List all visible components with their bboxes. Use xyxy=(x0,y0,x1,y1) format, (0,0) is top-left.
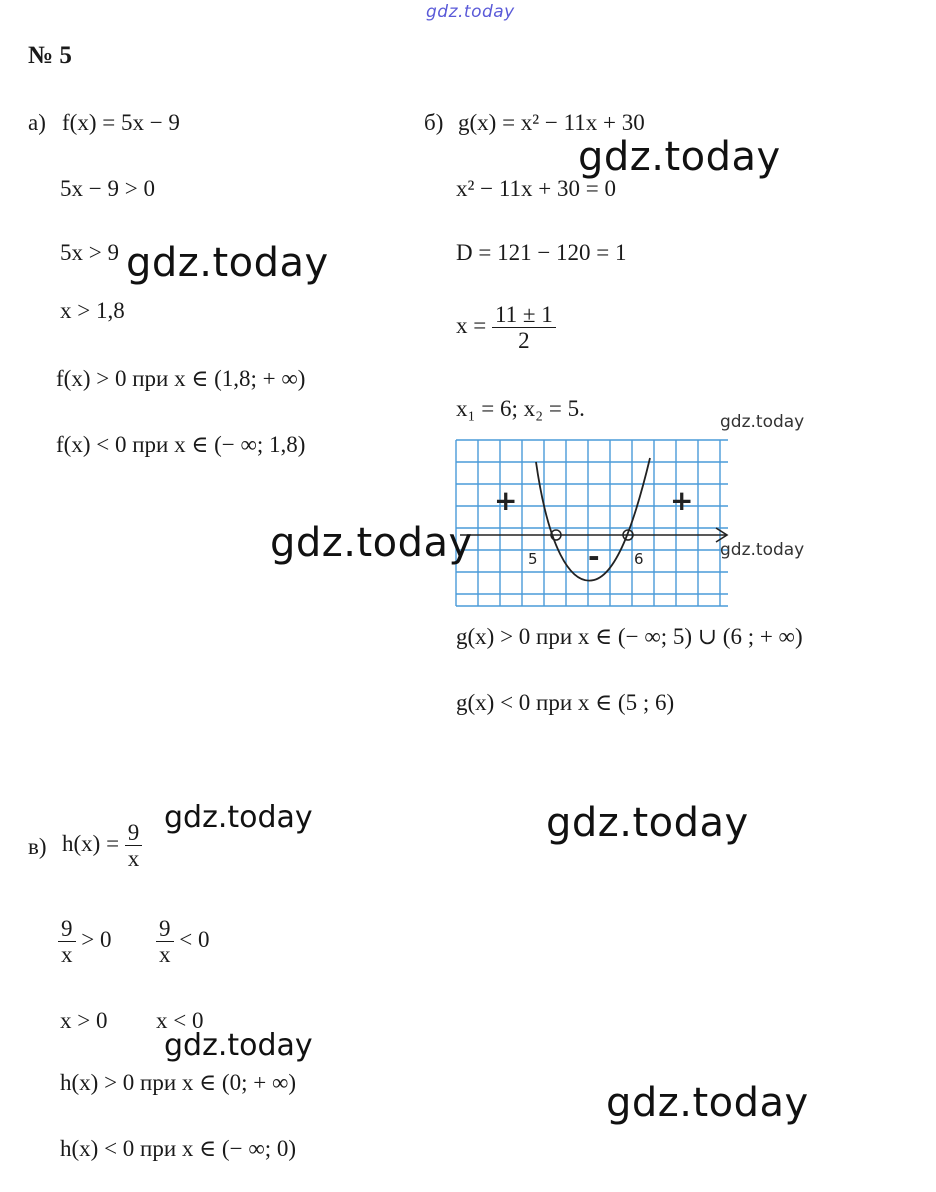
part-a-function: f(x) = 5x − 9 xyxy=(62,110,180,135)
watermark-4: gdz.today xyxy=(270,520,473,566)
parabola-graph xyxy=(452,436,734,610)
part-b-root-formula xyxy=(456,302,556,354)
part-a-negative: f(x) < 0 при x ∈ (− ∞; 1,8) xyxy=(56,432,306,457)
plus-left: + xyxy=(494,484,518,517)
part-b-label: б) xyxy=(424,110,444,135)
part-a-step-3: x > 1,8 xyxy=(60,298,125,323)
ineq-lt-rhs: < 0 xyxy=(179,927,210,953)
part-v-positive: h(x) > 0 при x ∈ (0; + ∞) xyxy=(60,1070,297,1095)
top-watermark: gdz.today xyxy=(426,2,515,22)
ineq-lt-fraction xyxy=(156,916,174,968)
root-formula-numerator: 11 ± 1 xyxy=(492,302,556,328)
ineq-gt-fraction xyxy=(58,916,76,968)
part-b-negative: g(x) < 0 при x ∈ (5 ; 6) xyxy=(456,690,675,715)
part-v-function-lhs: h(x) = xyxy=(62,831,120,857)
watermark-3: gdz.today xyxy=(720,412,805,432)
watermark-2: gdz.today xyxy=(126,240,329,286)
root-formula-lhs: x = xyxy=(456,313,487,339)
tick-label-5: 5 xyxy=(528,550,538,568)
minus-sign: - xyxy=(588,540,600,573)
part-v-label: в) xyxy=(28,834,47,859)
watermark-1: gdz.today xyxy=(578,134,781,180)
part-v-ineq-gt xyxy=(58,916,111,968)
part-b-roots: x₁ = 6; x₂ = 5. xyxy=(456,396,585,421)
fraction-denominator: x xyxy=(61,942,73,968)
part-b-function: g(x) = x² − 11x + 30 xyxy=(458,110,645,135)
part-a-step-2: 5x > 9 xyxy=(60,240,119,265)
fraction-numerator: 9 xyxy=(156,916,174,942)
part-v-function-fraction xyxy=(125,820,143,872)
problem-number: № 5 xyxy=(28,42,72,69)
part-a-positive: f(x) > 0 при x ∈ (1,8; + ∞) xyxy=(56,366,306,391)
root-formula-fraction xyxy=(492,302,556,354)
watermark-5: gdz.today xyxy=(720,540,805,560)
part-v-step-gt: x > 0 xyxy=(60,1008,108,1033)
fraction-denominator: x xyxy=(127,846,140,872)
part-v-function xyxy=(62,820,142,872)
watermark-8: gdz.today xyxy=(164,1028,313,1063)
fraction-numerator: 9 xyxy=(58,916,76,942)
part-a-label: а) xyxy=(28,110,46,135)
ineq-gt-rhs: > 0 xyxy=(81,927,112,953)
part-v-ineq-lt xyxy=(156,916,209,968)
plus-right: + xyxy=(670,484,694,517)
watermark-7: gdz.today xyxy=(164,800,313,835)
part-b-equation: x² − 11x + 30 = 0 xyxy=(456,176,616,201)
part-a-step-1: 5x − 9 > 0 xyxy=(60,176,155,201)
watermark-6: gdz.today xyxy=(546,800,749,846)
part-v-step-lt: x < 0 xyxy=(156,1008,204,1033)
root-formula-denominator: 2 xyxy=(518,328,530,354)
fraction-numerator: 9 xyxy=(125,820,143,846)
part-b-positive: g(x) > 0 при x ∈ (− ∞; 5) ∪ (6 ; + ∞) xyxy=(456,624,803,649)
part-v-negative: h(x) < 0 при x ∈ (− ∞; 0) xyxy=(60,1136,297,1161)
part-b-discriminant: D = 121 − 120 = 1 xyxy=(456,240,627,265)
tick-label-6: 6 xyxy=(634,550,644,568)
watermark-9: gdz.today xyxy=(606,1080,809,1126)
fraction-denominator: x xyxy=(159,942,171,968)
